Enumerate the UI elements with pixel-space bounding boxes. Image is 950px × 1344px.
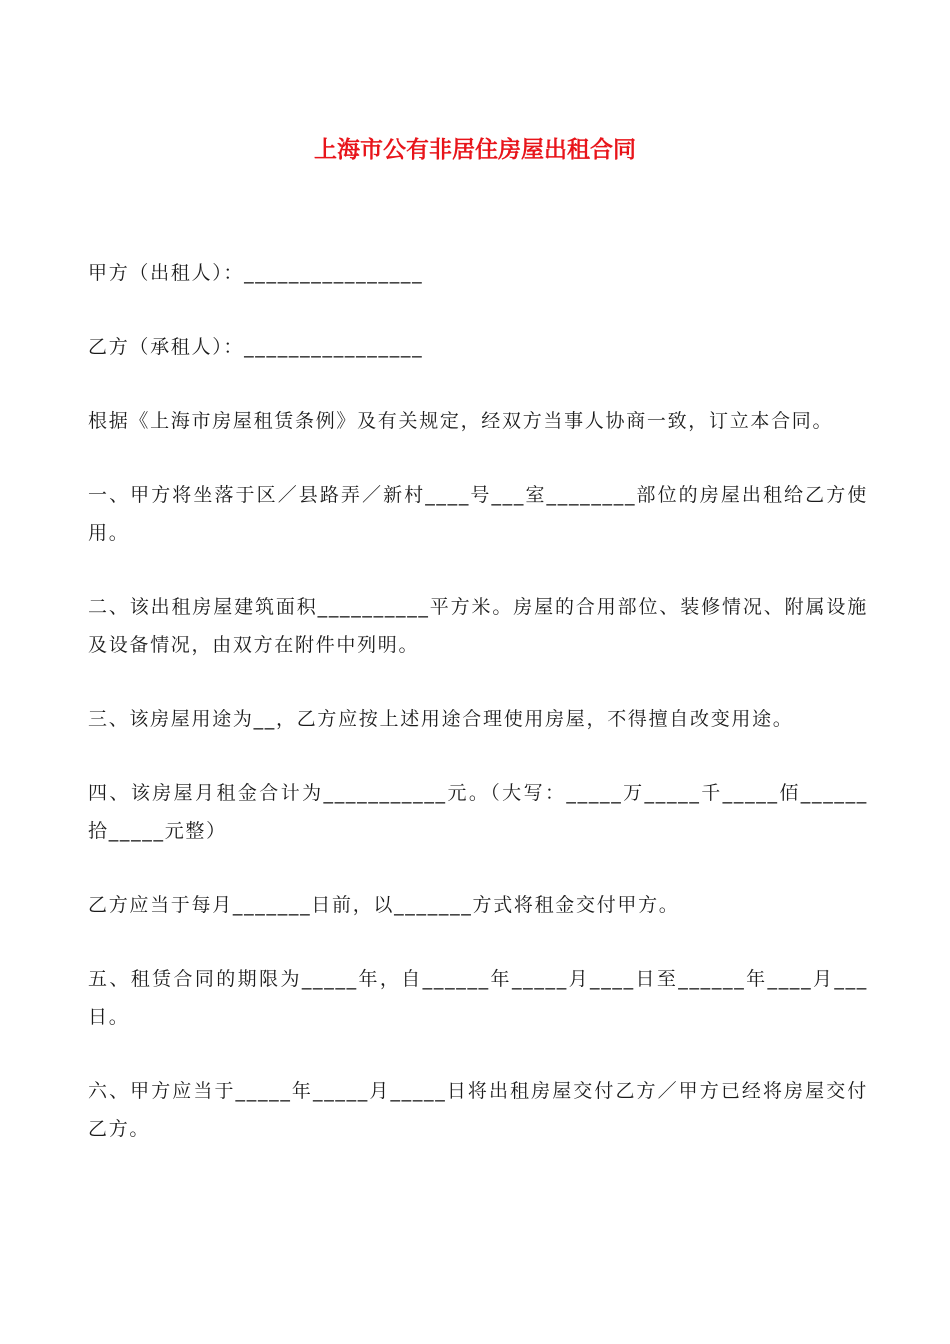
preamble-paragraph: 根据《上海市房屋租赁条例》及有关规定，经双方当事人协商一致，订立本合同。 xyxy=(88,410,834,432)
clause-6: 六、甲方应当于_____年_____月_____日将出租房屋交付乙方／甲方已经将房屋交付乙方。 xyxy=(88,1080,868,1140)
clause-4: 四、该房屋月租金合计为___________元。（大写：_____万_____千_____佰______拾_____元整） xyxy=(88,782,868,842)
contract-body xyxy=(88,254,868,1184)
clause-2: 二、该出租房屋建筑面积__________平方米。房屋的合用部位、装修情况、附属设施及设备情况，由双方在附件中列明。 xyxy=(88,596,868,656)
document-title: 上海市公有非居住房屋出租合同 xyxy=(314,137,636,163)
clause-3: 三、该房屋用途为__，乙方应按上述用途合理使用房屋，不得擅自改变用途。 xyxy=(88,708,794,730)
party-b-line: 乙方（承租人）：________________ xyxy=(88,336,424,358)
clause-1: 一、甲方将坐落于区／县路弄／新村____号___室________部位的房屋出租给乙方使用。 xyxy=(88,484,868,544)
party-a-line: 甲方（出租人）：________________ xyxy=(88,262,424,284)
rent-payment-paragraph: 乙方应当于每月_______日前，以_______方式将租金交付甲方。 xyxy=(88,894,680,916)
clause-5: 五、租赁合同的期限为_____年，自______年_____月____日至______年____月___日。 xyxy=(88,968,868,1028)
